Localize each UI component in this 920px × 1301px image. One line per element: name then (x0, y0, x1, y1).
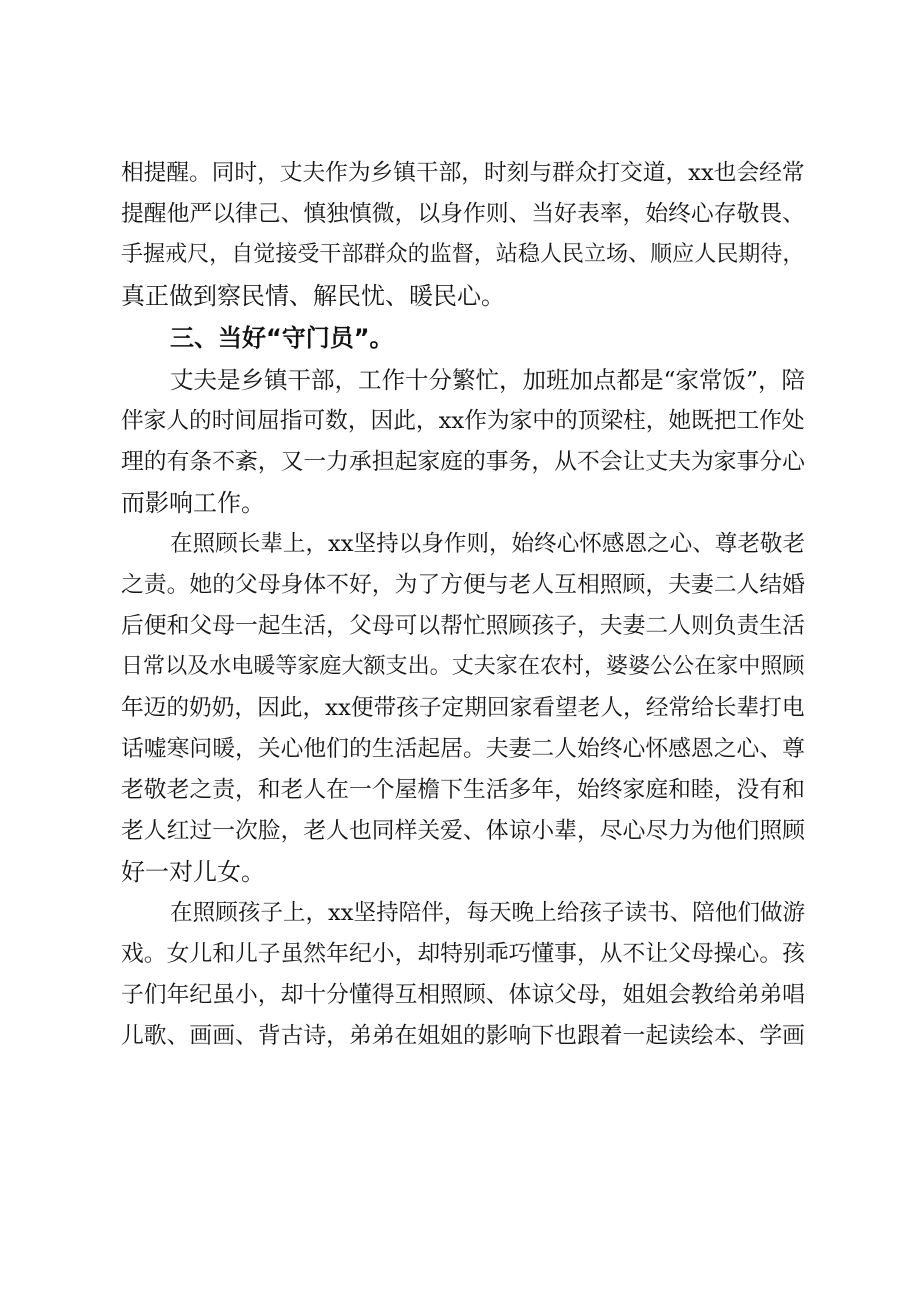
section-heading (0, 319, 920, 357)
line-text: 戏。女儿和儿子虽然年纪小，却特别乖巧懂事，从不让父母操心。孩 (121, 941, 805, 967)
line-text: 老人红过一次脸，老人也同样关爱、体谅小辈，尽心尽力为他们照顾 (121, 818, 805, 844)
text-line (0, 607, 920, 645)
text-line (0, 689, 920, 727)
line-text: 后便和父母一起生活，父母可以帮忙照顾孩子，夫妻二人则负责生活 (121, 613, 805, 639)
text-line (0, 648, 920, 686)
text-line (0, 195, 920, 233)
line-text: 年迈的奶奶，因此，xx便带孩子定期回家看望老人，经常给长辈打电 (121, 695, 805, 721)
line-text: 在照顾长辈上，xx坚持以身作则，始终心怀感恩之心、尊老敬老 (170, 531, 806, 557)
line-text: 之责。她的父母身体不好，为了方便与老人互相照顾，夫妻二人结婚 (121, 572, 805, 598)
text-line (0, 236, 920, 274)
text-line (0, 402, 920, 440)
text-line (0, 525, 920, 563)
line-text: 伴家人的时间屈指可数，因此，xx作为家中的顶梁柱，她既把工作处 (121, 408, 805, 434)
line-text: 子们年纪虽小，却十分懂得互相照顾、体谅父母，姐姐会教给弟弟唱 (121, 982, 805, 1008)
line-text: 真正做到察民情、解民忧、暖民心。 (121, 282, 505, 310)
line-text: 提醒他严以律己、慎独慎微，以身作则、当好表率，始终心存敬畏、 (121, 201, 805, 227)
line-text: 丈夫是乡镇干部，工作十分繁忙，加班加点都是“家常饭”，陪 (170, 366, 806, 394)
text-line (0, 566, 920, 604)
line-text: 在照顾孩子上，xx坚持陪伴，每天晚上给孩子读书、陪他们做游 (170, 900, 806, 926)
line-text: 好一对儿女。 (121, 858, 265, 886)
line-text: 日常以及水电暖等家庭大额支出。丈夫家在农村，婆婆公公在家中照顾 (121, 654, 805, 679)
text-line (0, 812, 920, 850)
text-line (0, 771, 920, 809)
heading-text: 三、当好“守门员”。 (170, 324, 394, 352)
line-text: 理的有条不紊，又一力承担起家庭的事务，从不会让丈夫为家事分心 (121, 449, 805, 475)
text-line (0, 976, 920, 1014)
text-line (0, 361, 920, 399)
text-line (0, 1017, 920, 1055)
text-line (0, 154, 920, 192)
text-line (0, 894, 920, 932)
text-line (0, 935, 920, 973)
line-text: 话嘘寒问暖，关心他们的生活起居。夫妻二人始终心怀感恩之心、尊 (121, 736, 805, 762)
text-line (0, 277, 920, 315)
line-text: 手握戒尺，自觉接受干部群众的监督，站稳人民立场、顺应人民期待， (121, 242, 805, 267)
line-text: 相提醒。同时，丈夫作为乡镇干部，时刻与群众打交道，xx也会经常 (121, 160, 805, 186)
text-line (0, 853, 920, 891)
line-text: 老敬老之责，和老人在一个屋檐下生活多年，始终家庭和睦，没有和 (121, 777, 805, 803)
text-line (0, 484, 920, 522)
line-text: 而影响工作。 (121, 489, 265, 517)
text-line (0, 730, 920, 768)
text-line (0, 443, 920, 481)
line-text: 儿歌、画画、背古诗，弟弟在姐姐的影响下也跟着一起读绘本、学画 (121, 1023, 805, 1049)
